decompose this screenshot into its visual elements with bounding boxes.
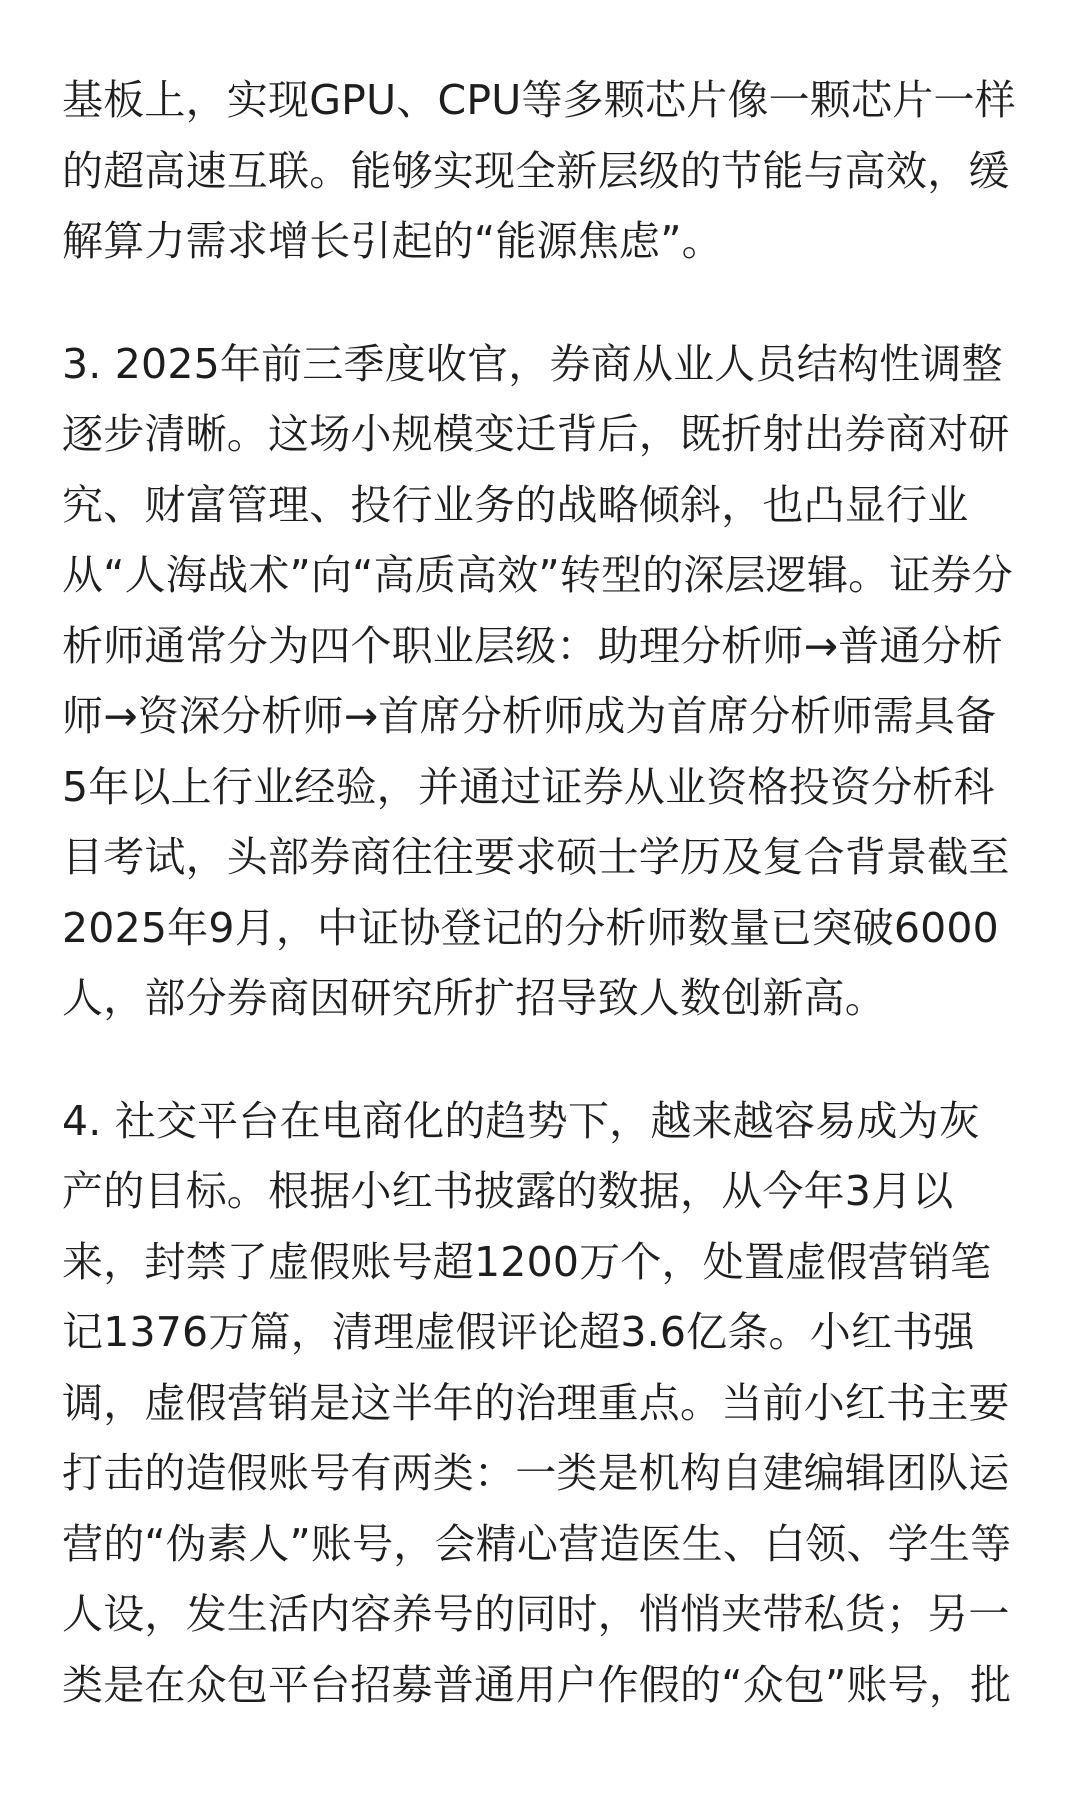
text-line: 调，虚假营销是这半年的治理重点。当前小红书主要 — [62, 1378, 1010, 1427]
paragraph-spacer — [62, 277, 1042, 329]
text-line: 3. 2025年前三季度收官，券商从业人员结构性调整 — [62, 339, 1003, 388]
text-line: 来，封禁了虚假账号超1200万个，处置虚假营销笔 — [62, 1237, 992, 1286]
text-line: 从“人海战术”向“高质高效”转型的深层逻辑。证券分 — [62, 551, 1013, 599]
text-line: 逐步清晰。这场小规模变迁背后，既折射出券商对研 — [62, 410, 1010, 458]
paragraph-xiaohongshu-fake-accounts — [62, 1086, 1042, 1721]
text-line: 2025年9月，中证协登记的分析师数量已突破6000 — [62, 903, 999, 952]
text-line: 师→资深分析师→首席分析师成为首席分析师需具备 — [62, 692, 997, 740]
text-line: 产的目标。根据小红书披露的数据，从今年3月以 — [62, 1167, 954, 1215]
text-line: 记1376万篇，清理虚假评论超3.6亿条。小红书强 — [62, 1308, 975, 1356]
text-line: 目考试，头部券商往往要求硕士学历及复合背景截至 — [62, 833, 1010, 881]
text-line: 究、财富管理、投行业务的战略倾斜，也凸显行业 — [62, 480, 969, 529]
paragraph-gpu-interconnect — [62, 65, 1042, 277]
text-line: 人设，发生活内容养号的同时，悄悄夹带私货；另一 — [62, 1590, 1010, 1638]
text-line: 解算力需求增长引起的“能源焦虑”。 — [62, 217, 723, 265]
paragraph-brokerage-analysts — [62, 329, 1042, 1034]
article-body — [62, 65, 1042, 1720]
text-line: 4. 社交平台在电商化的趋势下，越来越容易成为灰 — [62, 1096, 980, 1145]
text-line: 打击的造假账号有两类：一类是机构自建编辑团队运 — [62, 1449, 1010, 1497]
text-line: 类是在众包平台招募普通用户作假的“众包”账号，批 — [62, 1660, 1012, 1709]
text-line: 5年以上行业经验，并通过证券从业资格投资分析科 — [62, 762, 995, 811]
paragraph-spacer — [62, 1034, 1042, 1086]
text-line: 的超高速互联。能够实现全新层级的节能与高效，缓 — [62, 146, 1010, 195]
text-line: 析师通常分为四个职业层级：助理分析师→普通分析 — [62, 621, 1003, 670]
text-line: 人，部分券商因研究所扩招导致人数创新高。 — [62, 974, 886, 1022]
text-line: 基板上，实现GPU、CPU等多颗芯片像一颗芯片一样 — [62, 76, 1016, 124]
text-line: 营的“伪素人”账号，会精心营造医生、白领、学生等 — [62, 1519, 1012, 1568]
